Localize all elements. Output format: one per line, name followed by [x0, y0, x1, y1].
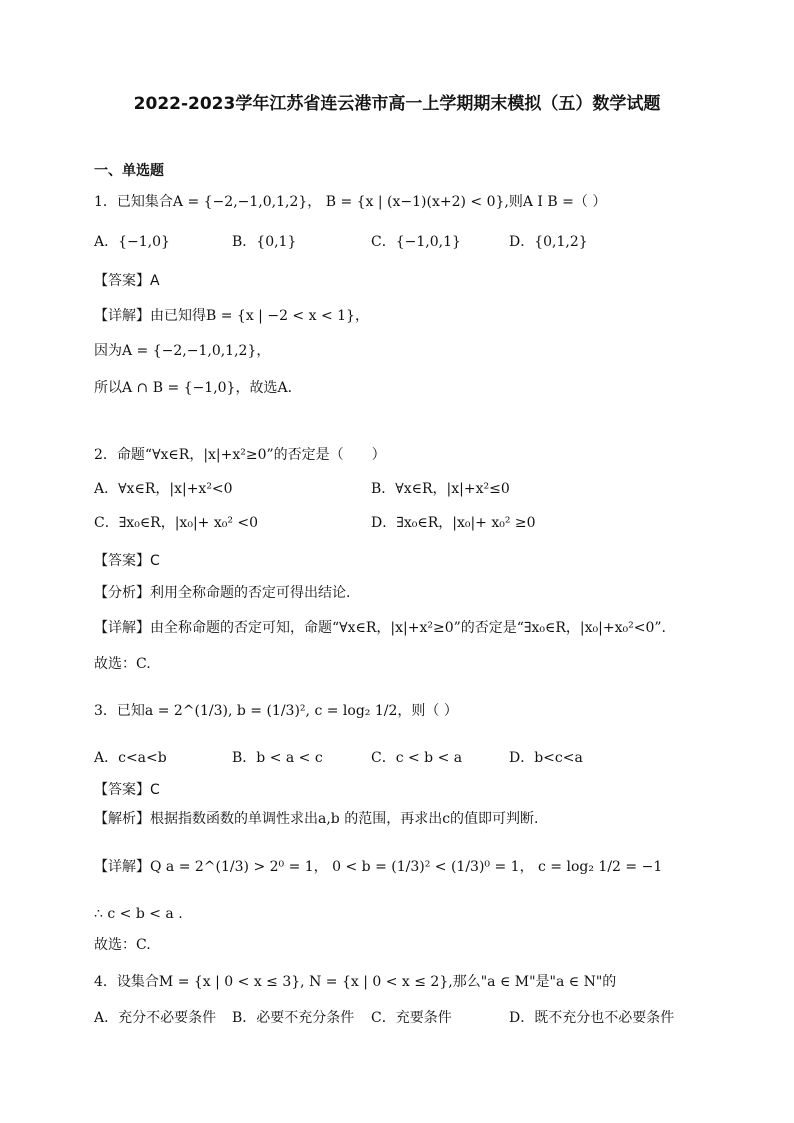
question-4-stem: 4．设集合M = {x | 0 < x ≤ 3}, N = {x | 0 < x ≤ 2},那么"a ∈ M"是"a ∈ N"的 [94, 974, 617, 990]
q1-detail-2: 因为A = {−2,−1,0,1,2}， [94, 343, 271, 359]
q2-option-c: C．∃x₀∈R，|x₀|+ x₀² <0 [94, 515, 259, 531]
question-3-stem: 3．已知a = 2^(1/3), b = (1/3)², c = log₂ 1/2，则（ ） [94, 703, 458, 719]
question-1-stem: 1．已知集合A = {−2,−1,0,1,2}， B = {x | (x−1)(x+2) < 0},则A I B =（ ） [94, 194, 607, 210]
q1-option-d: D．{0,1,2} [509, 234, 588, 250]
question-2-stem: 2．命题“∀x∈R，|x|+x²≥0”的否定是（ ） [94, 447, 386, 463]
q3-option-d: D．b<c<a [509, 750, 583, 766]
q2-option-d: D．∃x₀∈R，|x₀|+ x₀² ≥0 [371, 515, 536, 531]
q2-option-a: A．∀x∈R，|x|+x²<0 [94, 481, 233, 497]
q1-detail-3: 所以A ∩ B = {−1,0}，故选A． [94, 380, 302, 396]
q1-detail-1: 【详解】由已知得B = {x | −2 < x < 1}， [94, 308, 369, 324]
q3-answer: 【答案】C [94, 782, 160, 798]
q3-choose: 故选：C. [94, 937, 151, 953]
q3-analysis: 【解析】根据指数函数的单调性求出a,b 的范围，再求出c的值即可判断. [94, 811, 539, 827]
q4-option-a: A．充分不必要条件 [94, 1010, 217, 1026]
q1-answer: 【答案】A [94, 273, 160, 289]
q3-therefore: ∴ c < b < a . [94, 906, 183, 922]
q2-analysis: 【分析】利用全称命题的否定可得出结论. [94, 585, 351, 601]
q2-option-b: B．∀x∈R，|x|+x²≤0 [371, 481, 510, 497]
q4-option-d: D．既不充分也不必要条件 [509, 1010, 675, 1026]
q1-option-a: A．{−1,0} [94, 234, 170, 250]
q3-option-c: C．c < b < a [371, 750, 463, 766]
q3-option-b: B．b < a < c [232, 750, 323, 766]
section-heading: 一、单选题 [94, 163, 164, 179]
q2-answer: 【答案】C [94, 553, 160, 569]
q1-option-c: C．{−1,0,1} [371, 234, 461, 250]
q4-option-b: B．必要不充分条件 [232, 1010, 355, 1026]
q4-option-c: C．充要条件 [371, 1010, 452, 1026]
q2-detail: 【详解】由全称命题的否定可知，命题“∀x∈R，|x|+x²≥0”的否定是“∃x₀∈R，|x₀|+x₀²<0”. [94, 620, 666, 636]
page-title: 2022-2023学年江苏省连云港市高一上学期期末模拟（五）数学试题 [133, 94, 661, 114]
q2-choose: 故选：C. [94, 656, 151, 672]
q3-option-a: A．c<a<b [94, 750, 167, 766]
q3-detail: 【详解】Q a = 2^(1/3) > 2⁰ = 1， 0 < b = (1/3)² < (1/3)⁰ = 1， c = log₂ 1/2 = −1 [94, 859, 663, 875]
q1-option-b: B．{0,1} [232, 234, 297, 250]
